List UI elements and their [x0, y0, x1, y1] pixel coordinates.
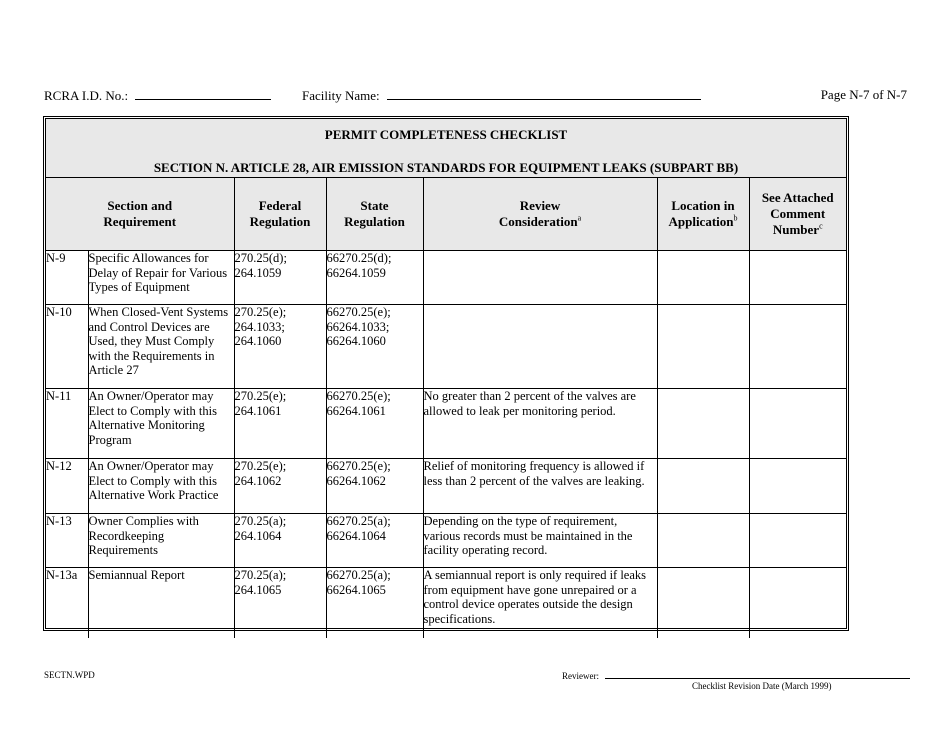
row-review: A semiannual report is only required if leaks from equipment have gone unrepaired or a control device operates outside the design specifications. [423, 568, 657, 638]
row-id: N-9 [46, 251, 88, 305]
checklist-title: PERMIT COMPLETENESS CHECKLIST [324, 127, 568, 142]
col-header-location: Location in Application$^b$ [657, 178, 749, 251]
row-comment-input[interactable] [749, 389, 846, 459]
checklist-table [46, 177, 846, 638]
col-header-section-requirement: Section and Requirement [46, 178, 234, 251]
row-requirement: Specific Allowances for Delay of Repair for Various Types of Equipment [88, 251, 234, 305]
table-header-row [46, 178, 846, 251]
rcra-id-blank[interactable] [135, 87, 271, 100]
row-comment-input[interactable] [749, 251, 846, 305]
rcra-id-field [44, 87, 271, 104]
rcra-id-label: RCRA I.D. No.: [44, 88, 129, 103]
facility-name-field [302, 87, 701, 104]
row-location-input[interactable] [657, 389, 749, 459]
row-federal: 270.25(e); 264.1033; 264.1060 [234, 305, 326, 389]
reviewer-blank[interactable] [605, 670, 910, 679]
row-requirement: An Owner/Operator may Elect to Comply with this Alternative Work Practice [88, 459, 234, 514]
revision-date: Checklist Revision Date (March 1999) [692, 681, 832, 691]
col-header-federal: Federal Regulation [234, 178, 326, 251]
row-id: N-11 [46, 389, 88, 459]
col-header-comment: See Attached Comment Number$^c$ [749, 178, 846, 251]
row-federal: 270.25(a); 264.1065 [234, 568, 326, 638]
facility-name-label: Facility Name: [302, 88, 380, 103]
row-requirement: Semiannual Report [88, 568, 234, 638]
row-state: 66270.25(d); 66264.1059 [326, 251, 423, 305]
row-location-input[interactable] [657, 251, 749, 305]
row-comment-input[interactable] [749, 305, 846, 389]
row-review [423, 305, 657, 389]
row-comment-input[interactable] [749, 514, 846, 568]
row-state: 66270.25(e); 66264.1061 [326, 389, 423, 459]
row-location-input[interactable] [657, 514, 749, 568]
row-federal: 270.25(a); 264.1064 [234, 514, 326, 568]
col-header-state: State Regulation [326, 178, 423, 251]
table-row [46, 251, 846, 305]
table-row [46, 514, 846, 568]
row-requirement: An Owner/Operator may Elect to Comply with this Alternative Monitoring Program [88, 389, 234, 459]
row-id: N-12 [46, 459, 88, 514]
row-id: N-13 [46, 514, 88, 568]
reviewer-label: Reviewer: [562, 671, 599, 681]
reviewer-field [562, 670, 910, 681]
row-state: 66270.25(e); 66264.1033; 66264.1060 [326, 305, 423, 389]
row-location-input[interactable] [657, 459, 749, 514]
row-state: 66270.25(a); 66264.1065 [326, 568, 423, 638]
row-location-input[interactable] [657, 568, 749, 638]
facility-name-blank[interactable] [387, 87, 701, 100]
row-federal: 270.25(e); 264.1061 [234, 389, 326, 459]
row-comment-input[interactable] [749, 459, 846, 514]
row-federal: 270.25(e); 264.1062 [234, 459, 326, 514]
row-review: Depending on the type of requirement, various records must be maintained in the facility operating record. [423, 514, 657, 568]
row-review: No greater than 2 percent of the valves are allowed to leak per monitoring period. [423, 389, 657, 459]
row-review: Relief of monitoring frequency is allowed if less than 2 percent of the valves are leaking. [423, 459, 657, 514]
row-requirement: When Closed-Vent Systems and Control Devices are Used, they Must Comply with the Requirements in Article 27 [88, 305, 234, 389]
table-row [46, 305, 846, 389]
col-header-review: Review Consideration$^a$ [423, 178, 657, 251]
row-comment-input[interactable] [749, 568, 846, 638]
row-state: 66270.25(a); 66264.1064 [326, 514, 423, 568]
row-federal: 270.25(d); 264.1059 [234, 251, 326, 305]
row-location-input[interactable] [657, 305, 749, 389]
section-title: SECTION N. ARTICLE 28, AIR EMISSION STANDARDS FOR EQUIPMENT LEAKS (SUBPART BB) [153, 160, 739, 175]
title-band [46, 119, 846, 178]
row-id: N-13a [46, 568, 88, 638]
checklist-frame [43, 116, 849, 631]
table-row [46, 459, 846, 514]
row-review [423, 251, 657, 305]
row-requirement: Owner Complies with Recordkeeping Requirements [88, 514, 234, 568]
page-number: Page N-7 of N-7 [820, 87, 907, 102]
table-row [46, 389, 846, 459]
table-row [46, 568, 846, 638]
row-state: 66270.25(e); 66264.1062 [326, 459, 423, 514]
footer-filename: SECTN.WPD [44, 670, 95, 680]
row-id: N-10 [46, 305, 88, 389]
